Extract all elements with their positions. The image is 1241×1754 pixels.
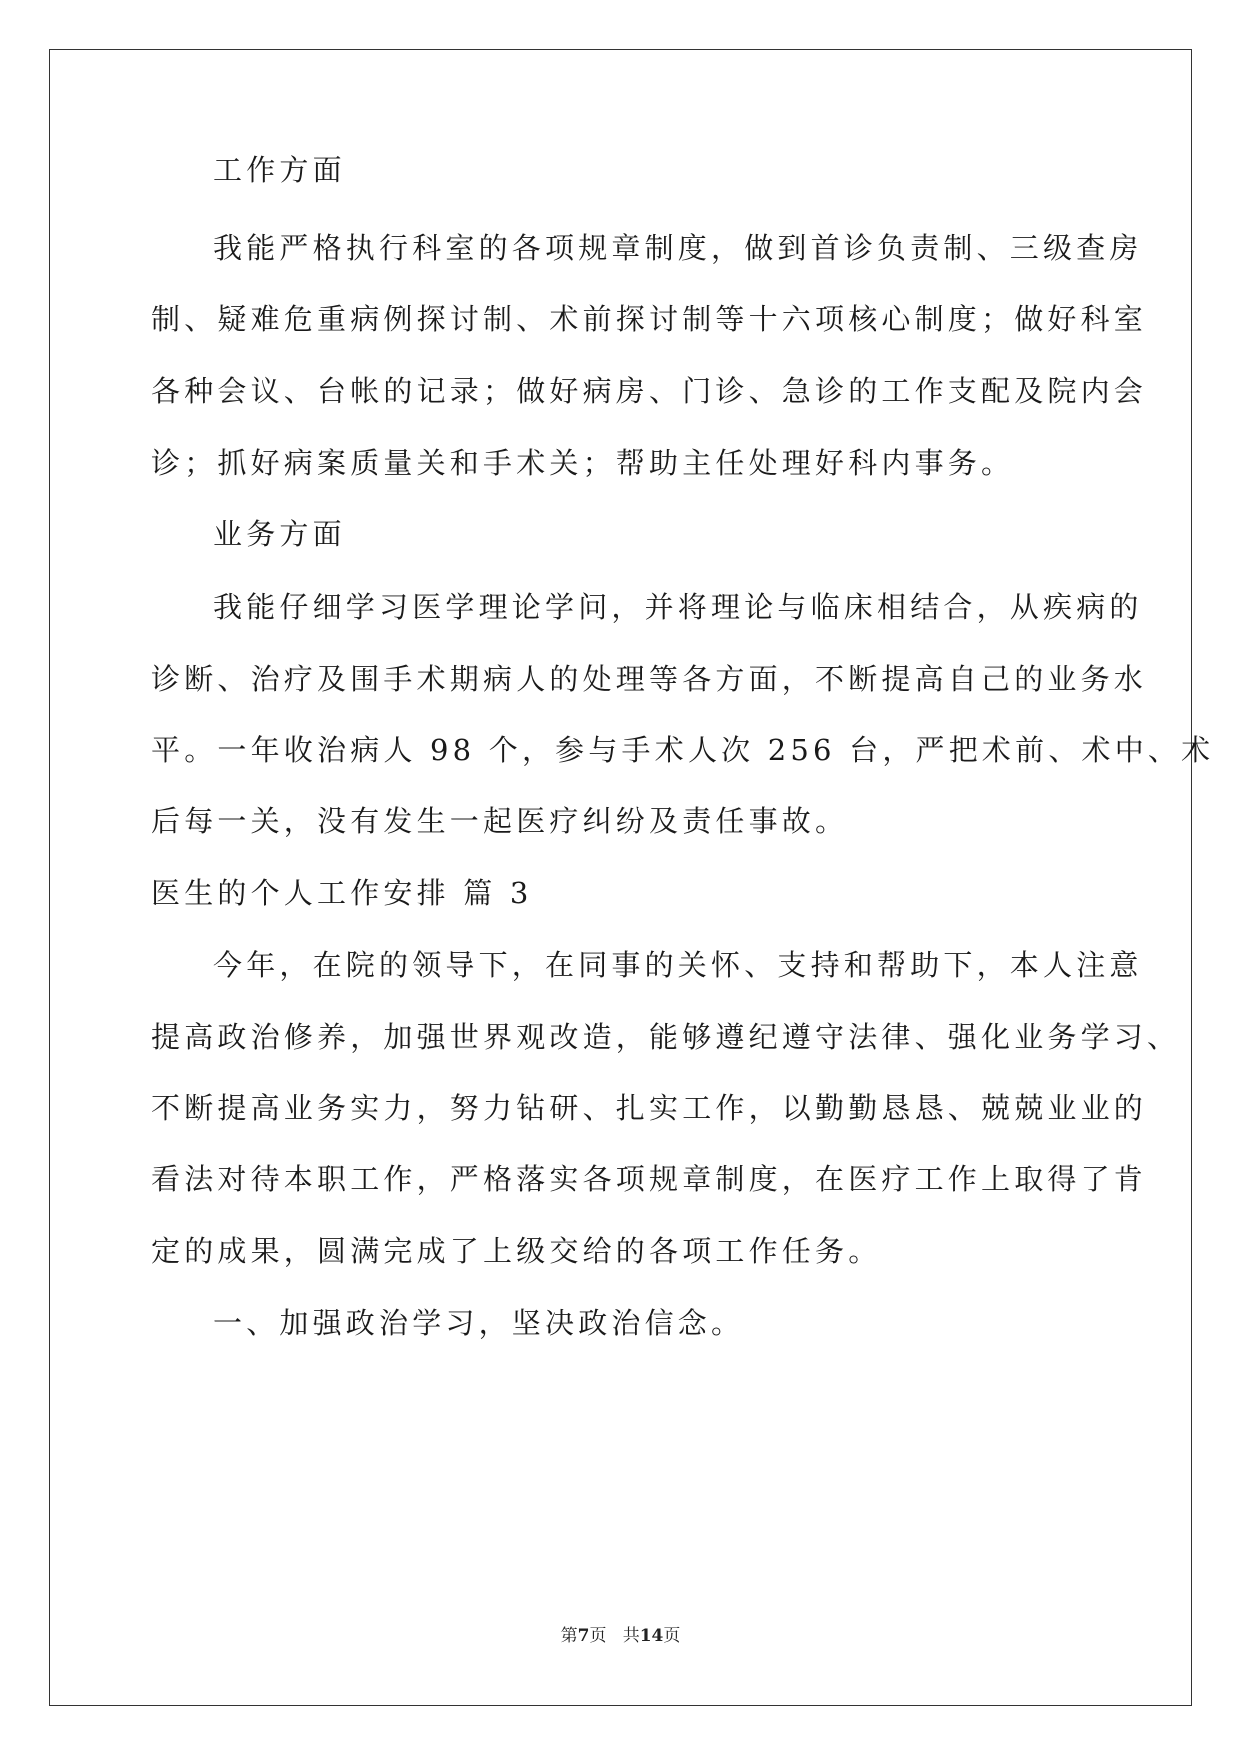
paragraph-line: 定的成果，圆满完成了上级交给的各项工作任务。 bbox=[151, 1234, 882, 1268]
page-footer bbox=[0, 1624, 1241, 1648]
paragraph-line: 平。一年收治病人 98 个，参与手术人次 256 台，严把术前、术中、术 bbox=[151, 733, 1215, 767]
paragraph-line: 看法对待本职工作，严格落实各项规章制度，在医疗工作上取得了肯 bbox=[151, 1162, 1148, 1196]
paragraph-line: 各种会议、台帐的记录；做好病房、门诊、急诊的工作支配及院内会 bbox=[151, 374, 1148, 408]
paragraph-line: 诊断、治疗及围手术期病人的处理等各方面，不断提高自己的业务水 bbox=[151, 662, 1148, 696]
section-heading-business: 业务方面 bbox=[213, 517, 346, 551]
paragraph-line: 今年，在院的领导下，在同事的关怀、支持和帮助下，本人注意 bbox=[213, 948, 1143, 982]
total-pages: 14 bbox=[639, 1626, 664, 1646]
total-prefix: 共 bbox=[622, 1626, 640, 1646]
section-heading-work: 工作方面 bbox=[213, 153, 346, 187]
total-suffix: 页 bbox=[663, 1626, 681, 1646]
paragraph-line: 制、疑难危重病例探讨制、术前探讨制等十六项核心制度；做好科室 bbox=[151, 302, 1148, 336]
paragraph-line: 不断提高业务实力，努力钻研、扎实工作，以勤勤恳恳、兢兢业业的 bbox=[151, 1091, 1148, 1125]
page-suffix: 页 bbox=[589, 1626, 607, 1646]
page-number: 7 bbox=[577, 1626, 590, 1646]
paragraph-line: 我能仔细学习医学理论学问，并将理论与临床相结合，从疾病的 bbox=[213, 590, 1143, 624]
page-prefix: 第 bbox=[560, 1626, 578, 1646]
paragraph-line: 提高政治修养，加强世界观改造，能够遵纪遵守法律、强化业务学习、 bbox=[151, 1020, 1181, 1054]
paragraph-line: 后每一关，没有发生一起医疗纠纷及责任事故。 bbox=[151, 804, 849, 838]
paragraph-line: 诊；抓好病案质量关和手术关；帮助主任处理好科内事务。 bbox=[151, 446, 1015, 480]
section-heading-politics: 一、加强政治学习，坚决政治信念。 bbox=[213, 1306, 745, 1340]
paragraph-line: 我能严格执行科室的各项规章制度，做到首诊负责制、三级查房 bbox=[213, 231, 1143, 265]
article-title: 医生的个人工作安排 篇 3 bbox=[151, 876, 533, 910]
